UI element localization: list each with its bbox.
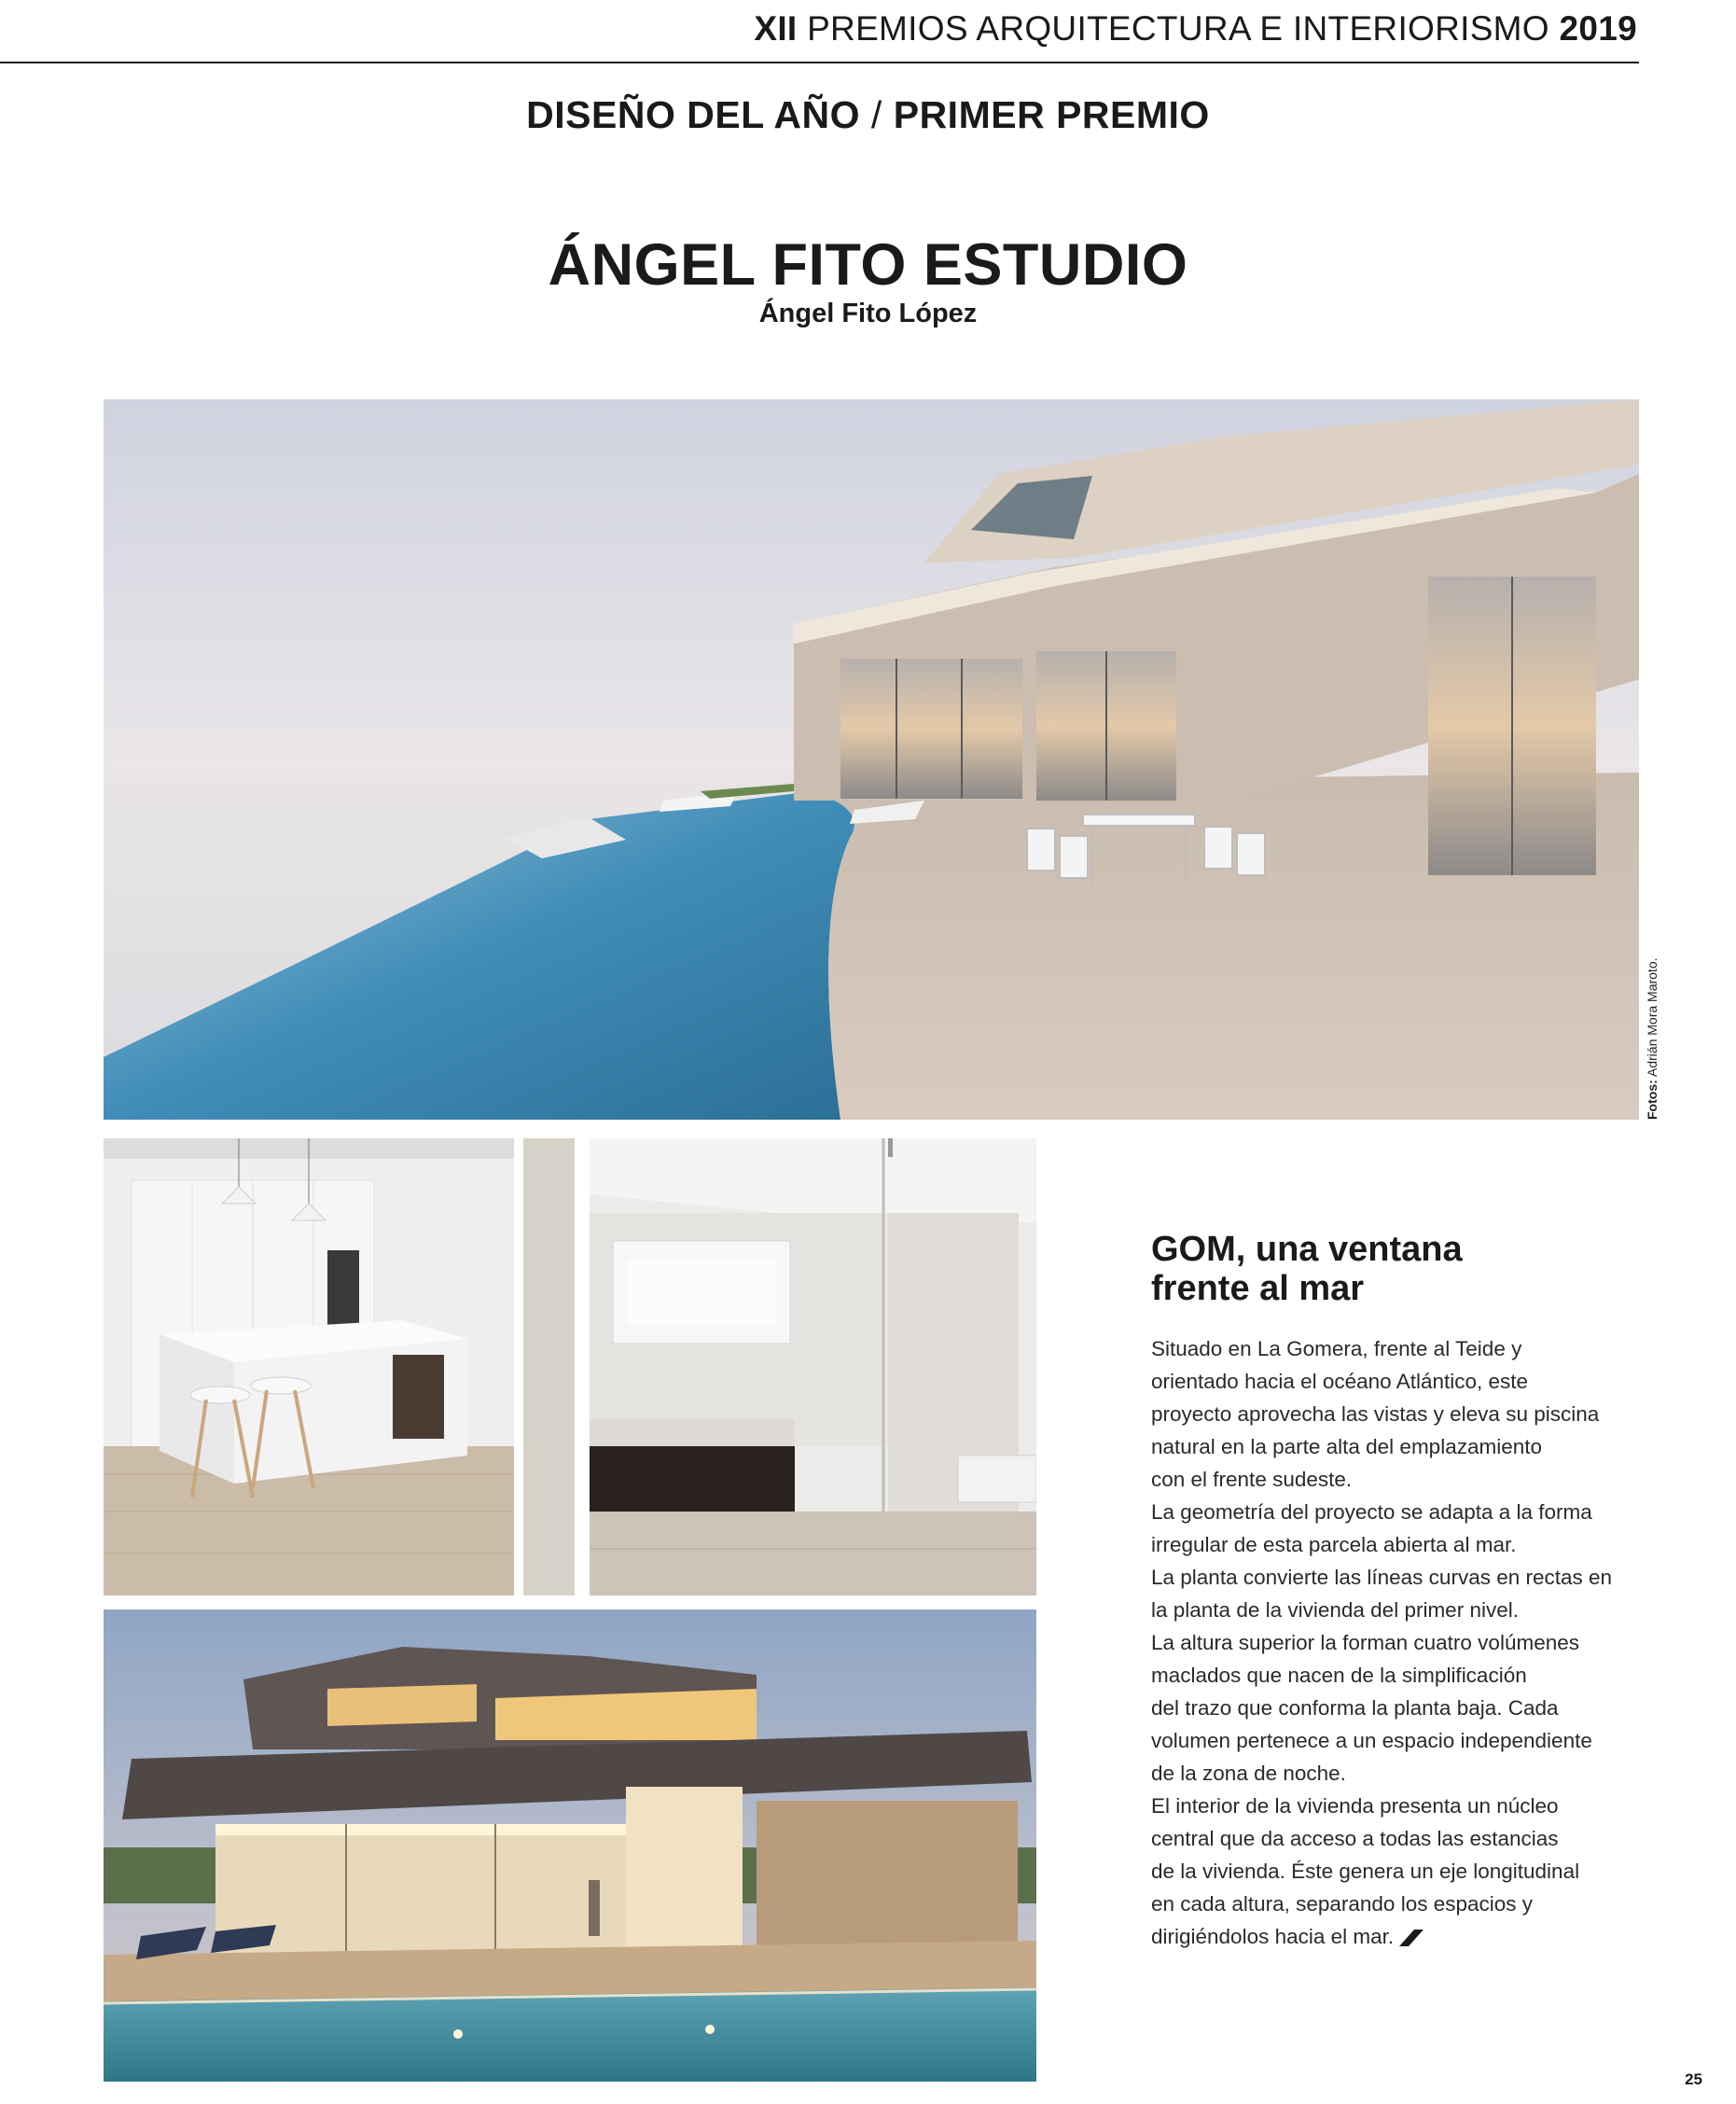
photo-kitchen: [104, 1138, 575, 1595]
category-name: DISEÑO DEL AÑO: [526, 93, 860, 136]
end-of-article-icon: [1399, 1930, 1424, 1946]
header-divider: [0, 62, 1639, 63]
architect-name: Ángel Fito López: [758, 299, 978, 328]
article-line: volumen pertenece a un espacio independiente: [1151, 1729, 1592, 1752]
studio-title: ÁNGEL FITO ESTUDIO: [548, 232, 1188, 298]
photo-credit: [1645, 958, 1660, 1121]
article-line: irregular de esta parcela abierta al mar.: [1151, 1533, 1517, 1556]
article-line: en cada altura, separando los espacios y: [1151, 1892, 1534, 1916]
article-line: La planta convierte las líneas curvas en rectas en: [1151, 1566, 1613, 1589]
article-line: maclados que nacen de la simplificación: [1151, 1664, 1527, 1687]
article-line: con el frente sudeste.: [1151, 1468, 1353, 1491]
article-line: la planta de la vivienda del primer nivel.: [1151, 1598, 1519, 1622]
article-line: La geometría del proyecto se adapta a la forma: [1151, 1500, 1592, 1524]
hero-photo-terrace-pool: [104, 399, 1639, 1120]
awards-title: PREMIOS ARQUITECTURA E INTERIORISMO: [807, 9, 1549, 48]
article-line: central que da acceso a todas las estancias: [1151, 1827, 1559, 1850]
article-heading-line-2: frente al mar: [1151, 1269, 1365, 1308]
article-body: [1151, 1332, 1655, 1953]
article-heading: [1151, 1230, 1599, 1308]
awards-year: 2019: [1559, 9, 1637, 48]
article-line: de la vivienda. Éste genera un eje longitudinal: [1151, 1860, 1580, 1883]
page-header: [0, 0, 1736, 65]
article-line-last-text: dirigiéndolos hacia el mar.: [1151, 1925, 1395, 1948]
article-line: del trazo que conforma la planta baja. Cada: [1151, 1696, 1559, 1720]
article-line: natural en la parte alta del emplazamiento: [1151, 1435, 1543, 1458]
article-line: proyecto aprovecha las vistas y eleva su piscina: [1151, 1402, 1600, 1426]
article-heading-line-1: GOM, una ventana: [1151, 1230, 1463, 1269]
edition-number: XII: [754, 9, 798, 48]
award-rank: PRIMER PREMIO: [893, 93, 1210, 136]
photo-exterior-dusk: [104, 1609, 1036, 2082]
photographer-name: Adrián Mora Maroto.: [1645, 957, 1660, 1078]
article-line: La altura superior la forman cuatro volúmenes: [1151, 1631, 1579, 1654]
photo-credit-label: Fotos:: [1645, 1080, 1660, 1120]
article-line-last: [1151, 1920, 1655, 1953]
publication-title: [754, 9, 1637, 49]
article-line: El interior de la vivienda presenta un núcleo: [1151, 1794, 1559, 1818]
article-line: de la zona de noche.: [1151, 1762, 1346, 1785]
photo-bathroom: [590, 1138, 1036, 1595]
article-line: Situado en La Gomera, frente al Teide y: [1151, 1337, 1522, 1360]
award-category: [0, 93, 1736, 137]
article-line: orientado hacia el océano Atlántico, este: [1151, 1370, 1529, 1393]
page-number: 25: [1685, 2070, 1702, 2088]
category-separator: /: [870, 93, 882, 136]
